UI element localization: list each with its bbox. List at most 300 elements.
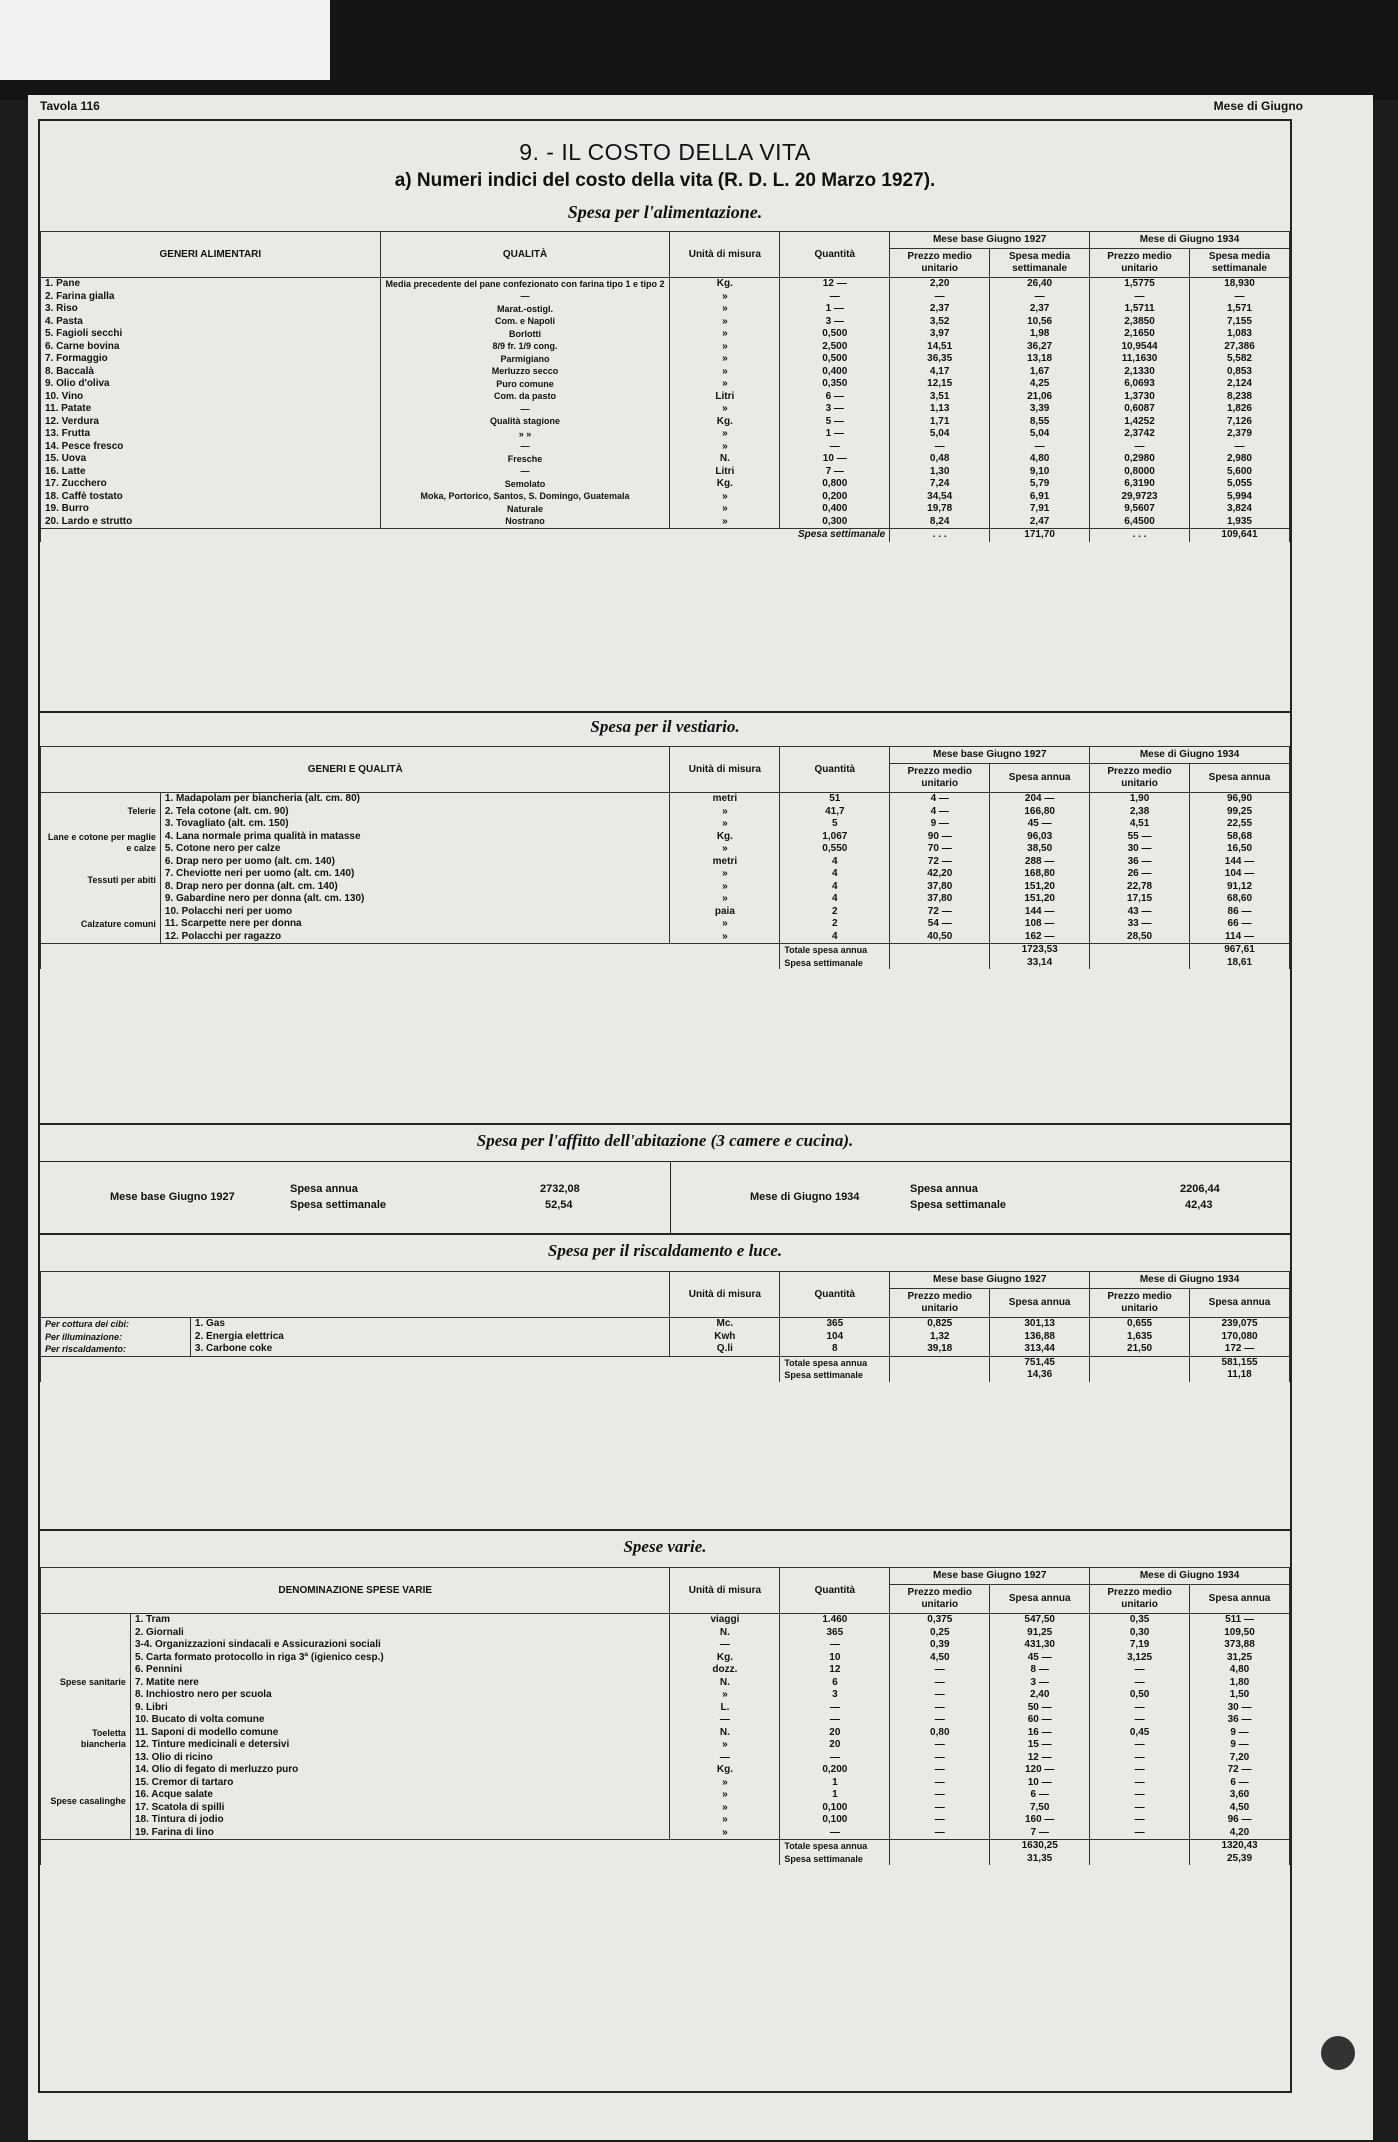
table-cell: 29,9723 [1090, 491, 1190, 504]
table-cell: 10,56 [990, 316, 1090, 329]
table-cell: 547,50 [990, 1614, 1090, 1627]
table-row [41, 818, 1290, 831]
food-col-item: GENERI ALIMENTARI [41, 232, 381, 278]
table-cell: Per illuminazione: [41, 1331, 191, 1344]
table-row [41, 881, 1290, 894]
table-cell: — [890, 1677, 990, 1690]
misc-group-label: Spese casalinghe [41, 1764, 131, 1840]
table-row [41, 831, 1290, 844]
clothing-total-weekly-row [41, 957, 1290, 970]
table-cell: 13. Frutta [41, 428, 381, 441]
table-cell: dozz. [670, 1664, 780, 1677]
table-cell: » [670, 868, 780, 881]
clothing-title: Spesa per il vestiario. [590, 717, 740, 736]
table-cell: — [890, 1689, 990, 1702]
table-cell: 4,50 [1190, 1802, 1290, 1815]
table-cell: 3. Riso [41, 303, 381, 316]
table-cell: 144 — [990, 906, 1090, 919]
table-cell: 12 — [780, 278, 890, 291]
table-cell: — [670, 1714, 780, 1727]
clothing-total-annual-cur: 967,61 [1190, 944, 1290, 957]
table-number: Tavola 116 [40, 99, 100, 113]
table-cell: 15 — [990, 1739, 1090, 1752]
table-cell: 9. Olio d'oliva [41, 378, 381, 391]
table-row [41, 1702, 1290, 1715]
table-cell: 12 — [990, 1752, 1090, 1765]
table-row [41, 856, 1290, 869]
table-cell: 6,0693 [1090, 378, 1190, 391]
clothing-col-base: Mese base Giugno 1927 [890, 747, 1090, 764]
table-cell: — [780, 1639, 890, 1652]
table-cell: 170,080 [1190, 1331, 1290, 1344]
table-cell: 16. Acque salate [130, 1789, 670, 1802]
table-cell: » [670, 1777, 780, 1790]
table-cell: 6 [780, 1677, 890, 1690]
table-cell: 86 — [1190, 906, 1290, 919]
table-cell: 365 [780, 1318, 890, 1331]
table-cell: 9,5607 [1090, 503, 1190, 516]
table-row [41, 453, 1290, 466]
table-cell: 1,935 [1189, 516, 1289, 529]
table-row [41, 1664, 1290, 1677]
table-cell: 0,550 [780, 843, 890, 856]
table-row [41, 466, 1290, 479]
table-cell: 3 — [780, 316, 890, 329]
table-cell: 6. Carne bovina [41, 341, 381, 354]
table-row [41, 893, 1290, 906]
table-cell: Kg. [670, 1652, 780, 1665]
table-cell: 11. Saponi di modello comune [130, 1727, 670, 1740]
table-cell: 5,04 [990, 428, 1090, 441]
table-cell: 3,125 [1090, 1652, 1190, 1665]
table-cell: Merluzzo secco [380, 366, 670, 379]
table-cell: » [670, 291, 780, 304]
table-cell: — [890, 1752, 990, 1765]
table-cell: » [670, 1789, 780, 1802]
heating-title: Spesa per il riscaldamento e luce. [547, 1241, 783, 1260]
table-cell: 1,67 [990, 366, 1090, 379]
table-cell: — [380, 466, 670, 479]
table-cell: N. [670, 1677, 780, 1690]
table-cell: 9. Gabardine nero per donna (alt. cm. 130) [160, 893, 670, 906]
table-cell: 5 [780, 818, 890, 831]
table-cell: — [890, 1789, 990, 1802]
table-cell: 2. Tela cotone (alt. cm. 90) [160, 806, 670, 819]
table-cell: 51 [780, 793, 890, 806]
table-row [41, 353, 1290, 366]
table-cell: 5. Fagioli secchi [41, 328, 381, 341]
table-cell: 3,39 [990, 403, 1090, 416]
table-cell: 19. Farina di lino [130, 1827, 670, 1840]
table-cell: 1,98 [990, 328, 1090, 341]
table-cell: 16 — [990, 1727, 1090, 1740]
table-cell: 30 — [1090, 843, 1190, 856]
table-cell: » [670, 378, 780, 391]
table-cell: Puro comune [380, 378, 670, 391]
table-row [41, 1714, 1290, 1727]
food-col-cur: Mese di Giugno 1934 [1090, 232, 1290, 249]
table-cell: 5,04 [890, 428, 990, 441]
table-cell: 109,50 [1190, 1627, 1290, 1640]
table-cell: » [670, 516, 780, 529]
misc-col-cur-annual: Spesa annua [1190, 1585, 1290, 1614]
table-cell: 6. Drap nero per uomo (alt. cm. 140) [160, 856, 670, 869]
table-cell: 0,50 [1090, 1689, 1190, 1702]
table-row [41, 441, 1290, 454]
table-cell: 3 — [780, 403, 890, 416]
table-cell: 22,78 [1090, 881, 1190, 894]
table-cell: Qualità stagione [380, 416, 670, 429]
table-cell: 26,40 [990, 278, 1090, 291]
table-cell: — [1090, 1677, 1190, 1690]
table-cell: 3,97 [890, 328, 990, 341]
table-cell: 9 — [890, 818, 990, 831]
heating-total-annual-label: Totale spesa annua [780, 1356, 890, 1369]
table-cell: 288 — [990, 856, 1090, 869]
clothing-col-item: GENERI E QUALITÀ [41, 747, 670, 793]
clothing-col-qty: Quantità [780, 747, 890, 793]
table-cell: Kg. [670, 831, 780, 844]
table-cell: 11. Patate [41, 403, 381, 416]
heating-col-cur-price: Prezzo medio unitario [1090, 1289, 1190, 1318]
rent-divider [670, 1161, 671, 1233]
misc-col-base: Mese base Giugno 1927 [890, 1568, 1090, 1585]
table-cell: 0,45 [1090, 1727, 1190, 1740]
clothing-group-label: Telerie [41, 793, 161, 831]
table-cell: 99,25 [1190, 806, 1290, 819]
table-row [41, 328, 1290, 341]
table-cell: 16. Latte [41, 466, 381, 479]
misc-total-annual-row [41, 1840, 1290, 1853]
table-cell: 7. Formaggio [41, 353, 381, 366]
table-cell: 0,100 [780, 1814, 890, 1827]
table-cell: 4 [780, 893, 890, 906]
heating-total-weekly-cur: 11,18 [1190, 1369, 1290, 1382]
table-cell: 8,24 [890, 516, 990, 529]
subtitle: a) Numeri indici del costo della vita (R. D. L. 20 Marzo 1927). [394, 170, 936, 191]
rent-cur-annual-label: Spesa annua [910, 1183, 978, 1195]
table-cell: 1. Tram [130, 1614, 670, 1627]
table-cell: 1.460 [780, 1614, 890, 1627]
misc-group-label: Toeletta biancheria [41, 1714, 131, 1764]
rent-base-label: Mese base Giugno 1927 [110, 1191, 235, 1203]
table-row [41, 1318, 1290, 1331]
table-row [41, 1689, 1290, 1702]
table-row [41, 1614, 1290, 1627]
table-cell: 7,50 [990, 1802, 1090, 1815]
table-cell: 7. Matite nere [130, 1677, 670, 1690]
table-cell: — [890, 1814, 990, 1827]
table-cell: 9 — [1190, 1727, 1290, 1740]
table-cell: 8/9 fr. 1/9 cong. [380, 341, 670, 354]
clothing-col-base-annual: Spesa annua [990, 764, 1090, 793]
table-cell: 0,48 [890, 453, 990, 466]
table-cell: 144 — [1190, 856, 1290, 869]
food-total-label: Spesa settimanale [41, 529, 890, 542]
table-cell: 39,18 [890, 1343, 990, 1356]
divider [40, 1123, 1290, 1125]
table-cell: 18,930 [1189, 278, 1289, 291]
misc-col-base-annual: Spesa annua [990, 1585, 1090, 1614]
food-col-qty: Quantità [780, 232, 890, 278]
clothing-table [40, 746, 1290, 969]
table-cell: 2,124 [1189, 378, 1289, 391]
table-row [41, 516, 1290, 529]
table-cell: Kg. [670, 1764, 780, 1777]
table-cell: 28,50 [1090, 931, 1190, 944]
table-cell: — [890, 441, 990, 454]
table-cell: 5. Carta formato protocollo in riga 3ª (igienico cesp.) [130, 1652, 670, 1665]
table-cell: 12,15 [890, 378, 990, 391]
table-row [41, 906, 1290, 919]
clothing-col-base-price: Prezzo medio unitario [890, 764, 990, 793]
table-cell: Litri [670, 466, 780, 479]
table-cell: 9,10 [990, 466, 1090, 479]
table-cell: 4 [780, 931, 890, 944]
table-cell: — [1090, 1739, 1190, 1752]
table-row [41, 278, 1290, 291]
table-cell: 7,24 [890, 478, 990, 491]
table-cell: 15. Cremor di tartaro [130, 1777, 670, 1790]
table-cell: 151,20 [990, 881, 1090, 894]
table-cell: 4,17 [890, 366, 990, 379]
heating-total-annual-row [41, 1356, 1290, 1369]
table-cell: 172 — [1190, 1343, 1290, 1356]
table-cell: 96,03 [990, 831, 1090, 844]
table-cell: 1,90 [1090, 793, 1190, 806]
table-cell: » » [380, 428, 670, 441]
table-cell: Naturale [380, 503, 670, 516]
food-table [40, 231, 1290, 542]
heating-col-base: Mese base Giugno 1927 [890, 1272, 1090, 1289]
table-cell: 33 — [1090, 918, 1190, 931]
table-cell: 3-4. Organizzazioni sindacali e Assicurazioni sociali [130, 1639, 670, 1652]
misc-total-weekly-base: 31,35 [990, 1853, 1090, 1866]
food-col-base-price: Prezzo medio unitario [890, 249, 990, 278]
table-cell: 0,825 [890, 1318, 990, 1331]
table-cell: 120 — [990, 1764, 1090, 1777]
table-cell: 14,51 [890, 341, 990, 354]
table-cell: 54 — [890, 918, 990, 931]
table-cell: 4,20 [1190, 1827, 1290, 1840]
table-cell: 2,1330 [1090, 366, 1190, 379]
table-cell: 3. Carbone coke [190, 1343, 669, 1356]
table-cell: 0,853 [1189, 366, 1289, 379]
rent-cur-label: Mese di Giugno 1934 [750, 1191, 860, 1203]
misc-total-annual-base: 1630,25 [990, 1840, 1090, 1853]
table-cell: 373,88 [1190, 1639, 1290, 1652]
table-row [41, 843, 1290, 856]
table-cell: 5. Cotone nero per calze [160, 843, 670, 856]
table-cell: 6 — [780, 391, 890, 404]
table-cell: — [380, 291, 670, 304]
table-cell: 1,13 [890, 403, 990, 416]
table-cell: Kg. [670, 278, 780, 291]
table-cell: » [670, 441, 780, 454]
table-cell: 8 — [990, 1664, 1090, 1677]
table-cell: 68,60 [1190, 893, 1290, 906]
table-cell: 41,7 [780, 806, 890, 819]
table-cell: 162 — [990, 931, 1090, 944]
table-cell: 72 — [890, 856, 990, 869]
table-cell: 1,3730 [1090, 391, 1190, 404]
table-cell: 36,27 [990, 341, 1090, 354]
table-cell: — [890, 1802, 990, 1815]
table-cell: 4. Lana normale prima qualità in matasse [160, 831, 670, 844]
table-cell: 7,155 [1189, 316, 1289, 329]
table-cell: 31,25 [1190, 1652, 1290, 1665]
table-cell: — [890, 1827, 990, 1840]
heating-col-qty: Quantità [780, 1272, 890, 1318]
table-cell: 18. Tintura di jodio [130, 1814, 670, 1827]
table-cell: 20. Lardo e strutto [41, 516, 381, 529]
table-cell: 8. Drap nero per donna (alt. cm. 140) [160, 881, 670, 894]
table-cell: 13,18 [990, 353, 1090, 366]
table-cell: 14. Pesce fresco [41, 441, 381, 454]
table-cell: » [670, 491, 780, 504]
table-cell: 72 — [1190, 1764, 1290, 1777]
table-cell: — [1090, 1702, 1190, 1715]
table-cell: 1,4252 [1090, 416, 1190, 429]
table-cell: Litri [670, 391, 780, 404]
table-row [41, 478, 1290, 491]
table-cell: 0,35 [1090, 1614, 1190, 1627]
table-cell: 2 [780, 918, 890, 931]
table-row [41, 291, 1290, 304]
table-cell: 0,200 [780, 1764, 890, 1777]
table-cell: 2. Giornali [130, 1627, 670, 1640]
table-cell: 2,3742 [1090, 428, 1190, 441]
table-cell: 0,25 [890, 1627, 990, 1640]
table-cell: » [670, 341, 780, 354]
clothing-col-cur: Mese di Giugno 1934 [1090, 747, 1290, 764]
table-cell: 1,80 [1190, 1677, 1290, 1690]
table-cell: — [670, 1752, 780, 1765]
table-cell: » [670, 931, 780, 944]
table-row [41, 1677, 1290, 1690]
table-cell: Parmigiano [380, 353, 670, 366]
table-cell: 14. Olio di fegato di merluzzo puro [130, 1764, 670, 1777]
table-row [41, 1739, 1290, 1752]
table-cell: 3 — [990, 1677, 1090, 1690]
table-cell: Kg. [670, 416, 780, 429]
table-cell: 6,3190 [1090, 478, 1190, 491]
table-row [41, 403, 1290, 416]
table-row [41, 1814, 1290, 1827]
table-cell: Semolato [380, 478, 670, 491]
table-row [41, 378, 1290, 391]
table-cell: 2,3850 [1090, 316, 1190, 329]
rent-title: Spesa per l'affitto dell'abitazione (3 camere e cucina). [476, 1131, 854, 1150]
table-cell: 10,9544 [1090, 341, 1190, 354]
divider [40, 1161, 1290, 1162]
food-col-cur-weekly: Spesa media settimanale [1189, 249, 1289, 278]
table-cell: » [670, 843, 780, 856]
table-cell: — [990, 291, 1090, 304]
scan-paper-corner [0, 0, 330, 80]
divider [40, 1529, 1290, 1531]
table-cell: 3,52 [890, 316, 990, 329]
food-section-title: Spesa per l'alimentazione. [567, 202, 763, 222]
table-cell: 37,80 [890, 881, 990, 894]
table-cell: 16,50 [1190, 843, 1290, 856]
table-cell: » [670, 881, 780, 894]
table-cell: Com. e Napoli [380, 316, 670, 329]
table-cell: 19. Burro [41, 503, 381, 516]
table-cell: Per riscaldamento: [41, 1343, 191, 1356]
table-cell: 3,60 [1190, 1789, 1290, 1802]
table-cell: 4,50 [890, 1652, 990, 1665]
table-cell: Moka, Portorico, Santos, S. Domingo, Guatemala [380, 491, 670, 504]
misc-total-annual-cur: 1320,43 [1190, 1840, 1290, 1853]
heating-total-annual-base: 751,45 [990, 1356, 1090, 1369]
table-cell: 1 [780, 1789, 890, 1802]
table-cell: 7,91 [990, 503, 1090, 516]
table-cell: 204 — [990, 793, 1090, 806]
table-cell: Marat.-ostigl. [380, 303, 670, 316]
table-cell: 17. Scatola di spilli [130, 1802, 670, 1815]
misc-group-label: Spese sanitarie [41, 1652, 131, 1715]
table-cell: — [1090, 1752, 1190, 1765]
table-row [41, 931, 1290, 944]
table-cell: 66 — [1190, 918, 1290, 931]
table-cell: 0,200 [780, 491, 890, 504]
table-cell: 70 — [890, 843, 990, 856]
table-cell: 4 [780, 881, 890, 894]
table-cell: » [670, 316, 780, 329]
table-cell: 6,91 [990, 491, 1090, 504]
table-cell: 3,51 [890, 391, 990, 404]
scan-mark [1321, 2036, 1355, 2070]
table-cell: 12 [780, 1664, 890, 1677]
table-cell: 60 — [990, 1714, 1090, 1727]
table-cell: 45 — [990, 1652, 1090, 1665]
table-cell: — [670, 1639, 780, 1652]
clothing-col-cur-price: Prezzo medio unitario [1090, 764, 1190, 793]
table-cell: 1,30 [890, 466, 990, 479]
table-cell: 2 [780, 906, 890, 919]
heating-col-unit: Unità di misura [670, 1272, 780, 1318]
table-cell: 151,20 [990, 893, 1090, 906]
table-cell: Q.li [670, 1343, 780, 1356]
table-cell: 72 — [890, 906, 990, 919]
table-cell: 3. Tovagliato (alt. cm. 150) [160, 818, 670, 831]
table-cell: 0,80 [890, 1727, 990, 1740]
food-col-base: Mese base Giugno 1927 [890, 232, 1090, 249]
table-cell: » [670, 1814, 780, 1827]
table-cell: 10. Vino [41, 391, 381, 404]
table-cell [41, 1627, 131, 1640]
table-cell: 0,8000 [1090, 466, 1190, 479]
table-cell: Kwh [670, 1331, 780, 1344]
table-cell: 34,54 [890, 491, 990, 504]
table-cell: » [670, 428, 780, 441]
table-cell: metri [670, 793, 780, 806]
table-cell: 36,35 [890, 353, 990, 366]
table-cell: 0,500 [780, 328, 890, 341]
rent-cur-annual: 2206,44 [1180, 1183, 1220, 1195]
table-cell: 0,375 [890, 1614, 990, 1627]
table-cell: » [670, 806, 780, 819]
table-cell: 2,379 [1189, 428, 1289, 441]
table-cell: 0,300 [780, 516, 890, 529]
table-cell: 15. Uova [41, 453, 381, 466]
table-cell: — [890, 1714, 990, 1727]
table-cell: 4 — [890, 793, 990, 806]
food-col-quality: QUALITÀ [380, 232, 670, 278]
table-cell: — [890, 1739, 990, 1752]
rent-base-annual: 2732,08 [540, 1183, 580, 1195]
